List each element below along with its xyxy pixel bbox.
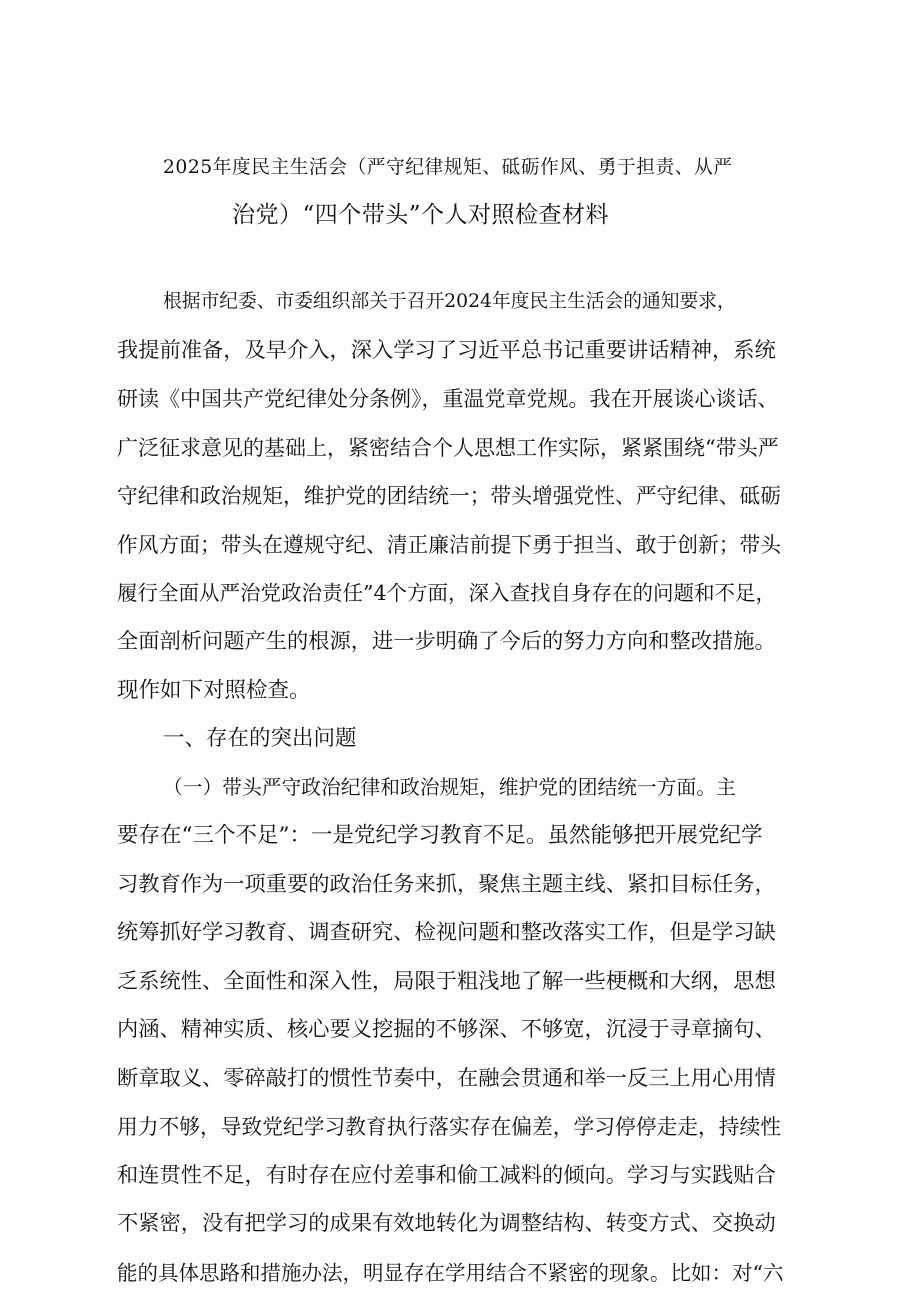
document-title-line-1: 2025年度民主生活会（严守纪律规矩、砥砺作风、勇于担责、从严 xyxy=(163,157,733,178)
document-title-line-2: 治党）“四个带头”个人对照检查材料 xyxy=(232,202,610,228)
paragraph-line: 广泛征求意见的基础上，紧密结合个人思想工作实际，紧紧围绕“带头严 xyxy=(117,436,779,460)
section-heading: 一、存在的突出问题 xyxy=(163,726,357,751)
paragraph-line: （一）带头严守政治纪律和政治规矩，维护党的团结统一方面。主 xyxy=(163,776,736,799)
paragraph-line: 和连贯性不足，有时存在应付差事和偷工减料的倾向。学习与实践贴合 xyxy=(117,1163,776,1188)
paragraph-line: 根据市纪委、市委组织部关于召开2024年度民主生活会的通知要求， xyxy=(163,291,736,312)
paragraph-line: 乏系统性、全面性和深入性，局限于粗浅地了解一些梗概和大纲，思想 xyxy=(117,969,776,994)
paragraph-line: 作风方面；带头在遵规守纪、清正廉洁前提下勇于担当、敢于创新；带头 xyxy=(117,533,782,557)
paragraph-line: 能的具体思路和措施办法，明显存在学用结合不紧密的现象。比如：对“六 xyxy=(117,1261,784,1285)
paragraph-line: 要存在“三个不足”：一是党纪学习教育不足。虽然能够把开展党纪学 xyxy=(117,823,763,848)
paragraph-line: 履行全面从严治党政治责任”4个方面，深入查找自身存在的问题和不足， xyxy=(117,581,777,605)
paragraph-line: 内涵、精神实质、核心要义挖掘的不够深、不够宽，沉浸于寻章摘句、 xyxy=(117,1017,776,1042)
paragraph-line: 习教育作为一项重要的政治任务来抓，聚焦主题主线、紧扣目标任务， xyxy=(117,872,776,897)
paragraph-line: 现作如下对照检查。 xyxy=(117,678,311,703)
paragraph-line: 统筹抓好学习教育、调查研究、检视问题和整改落实工作，但是学习缺 xyxy=(117,920,776,945)
paragraph-line: 全面剖析问题产生的根源，进一步明确了今后的努力方向和整改措施。 xyxy=(117,629,776,654)
paragraph-line: 用力不够，导致党纪学习教育执行落实存在偏差，学习停停走走，持续性 xyxy=(117,1115,782,1139)
paragraph-line: 研读《中国共产党纪律处分条例》，重温党章党规。我在开展谈心谈话、 xyxy=(117,387,779,411)
paragraph-line: 断章取义、零碎敲打的惯性节奏中，在融会贯通和举一反三上用心用情 xyxy=(117,1066,776,1091)
paragraph-line: 我提前准备，及早介入，深入学习了习近平总书记重要讲话精神，系统 xyxy=(117,338,776,363)
paragraph-line: 不紧密，没有把学习的成果有效地转化为调整结构、转变方式、交换动 xyxy=(117,1211,776,1236)
paragraph-line: 守纪律和政治规矩，维护党的团结统一；带头增强党性、严守纪律、砥砺 xyxy=(117,484,782,508)
